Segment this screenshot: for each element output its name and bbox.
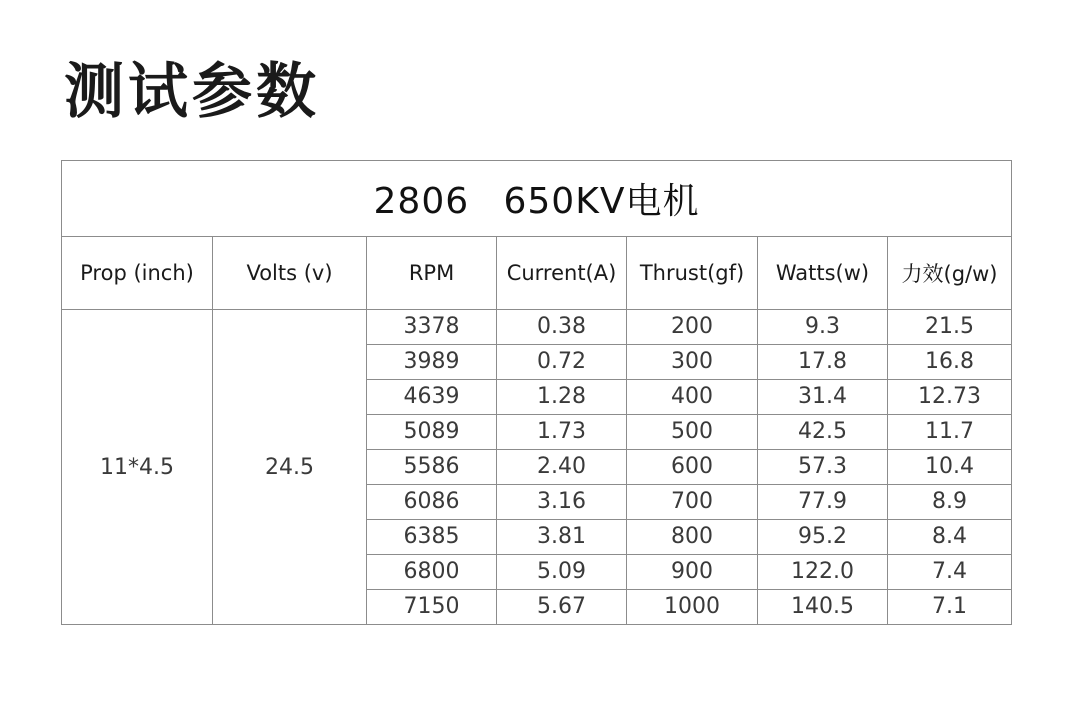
rpm-cell: 5586 bbox=[367, 450, 497, 485]
efficiency-cell: 7.1 bbox=[888, 590, 1012, 625]
rpm-cell: 5089 bbox=[367, 415, 497, 450]
table-row bbox=[62, 310, 1012, 345]
thrust-cell: 700 bbox=[627, 485, 758, 520]
watts-cell: 31.4 bbox=[758, 380, 888, 415]
header-watts: Watts(w) bbox=[758, 237, 888, 310]
current-cell: 0.38 bbox=[497, 310, 627, 345]
rpm-cell: 4639 bbox=[367, 380, 497, 415]
header-current: Current(A) bbox=[497, 237, 627, 310]
efficiency-cell: 8.9 bbox=[888, 485, 1012, 520]
rpm-cell: 3989 bbox=[367, 345, 497, 380]
watts-cell: 122.0 bbox=[758, 555, 888, 590]
header-row bbox=[62, 237, 1012, 310]
current-cell: 3.81 bbox=[497, 520, 627, 555]
thrust-cell: 1000 bbox=[627, 590, 758, 625]
motor-model: 2806 bbox=[373, 181, 470, 222]
current-cell: 3.16 bbox=[497, 485, 627, 520]
efficiency-cell: 8.4 bbox=[888, 520, 1012, 555]
watts-cell: 17.8 bbox=[758, 345, 888, 380]
rpm-cell: 7150 bbox=[367, 590, 497, 625]
watts-cell: 9.3 bbox=[758, 310, 888, 345]
thrust-cell: 900 bbox=[627, 555, 758, 590]
prop-value: 11*4.5 bbox=[62, 310, 213, 625]
efficiency-cell: 7.4 bbox=[888, 555, 1012, 590]
page-title: 测试参数 bbox=[64, 57, 320, 127]
current-cell: 2.40 bbox=[497, 450, 627, 485]
rpm-cell: 6385 bbox=[367, 520, 497, 555]
thrust-cell: 500 bbox=[627, 415, 758, 450]
spec-table bbox=[61, 160, 1012, 625]
thrust-cell: 300 bbox=[627, 345, 758, 380]
current-cell: 1.28 bbox=[497, 380, 627, 415]
watts-cell: 77.9 bbox=[758, 485, 888, 520]
current-cell: 5.09 bbox=[497, 555, 627, 590]
efficiency-cell: 12.73 bbox=[888, 380, 1012, 415]
header-volts: Volts (v) bbox=[213, 237, 367, 310]
rpm-cell: 6800 bbox=[367, 555, 497, 590]
efficiency-cell: 21.5 bbox=[888, 310, 1012, 345]
rpm-cell: 3378 bbox=[367, 310, 497, 345]
current-cell: 1.73 bbox=[497, 415, 627, 450]
watts-cell: 42.5 bbox=[758, 415, 888, 450]
watts-cell: 140.5 bbox=[758, 590, 888, 625]
current-cell: 5.67 bbox=[497, 590, 627, 625]
watts-cell: 57.3 bbox=[758, 450, 888, 485]
rpm-cell: 6086 bbox=[367, 485, 497, 520]
header-efficiency: 力效(g/w) bbox=[888, 237, 1012, 310]
header-prop: Prop (inch) bbox=[62, 237, 213, 310]
motor-spec: 650KV电机 bbox=[503, 181, 700, 222]
thrust-cell: 600 bbox=[627, 450, 758, 485]
header-thrust: Thrust(gf) bbox=[627, 237, 758, 310]
efficiency-cell: 10.4 bbox=[888, 450, 1012, 485]
thrust-cell: 800 bbox=[627, 520, 758, 555]
thrust-cell: 200 bbox=[627, 310, 758, 345]
table-title bbox=[62, 161, 1012, 237]
thrust-cell: 400 bbox=[627, 380, 758, 415]
watts-cell: 95.2 bbox=[758, 520, 888, 555]
header-rpm: RPM bbox=[367, 237, 497, 310]
efficiency-cell: 11.7 bbox=[888, 415, 1012, 450]
efficiency-cell: 16.8 bbox=[888, 345, 1012, 380]
volts-value: 24.5 bbox=[213, 310, 367, 625]
current-cell: 0.72 bbox=[497, 345, 627, 380]
